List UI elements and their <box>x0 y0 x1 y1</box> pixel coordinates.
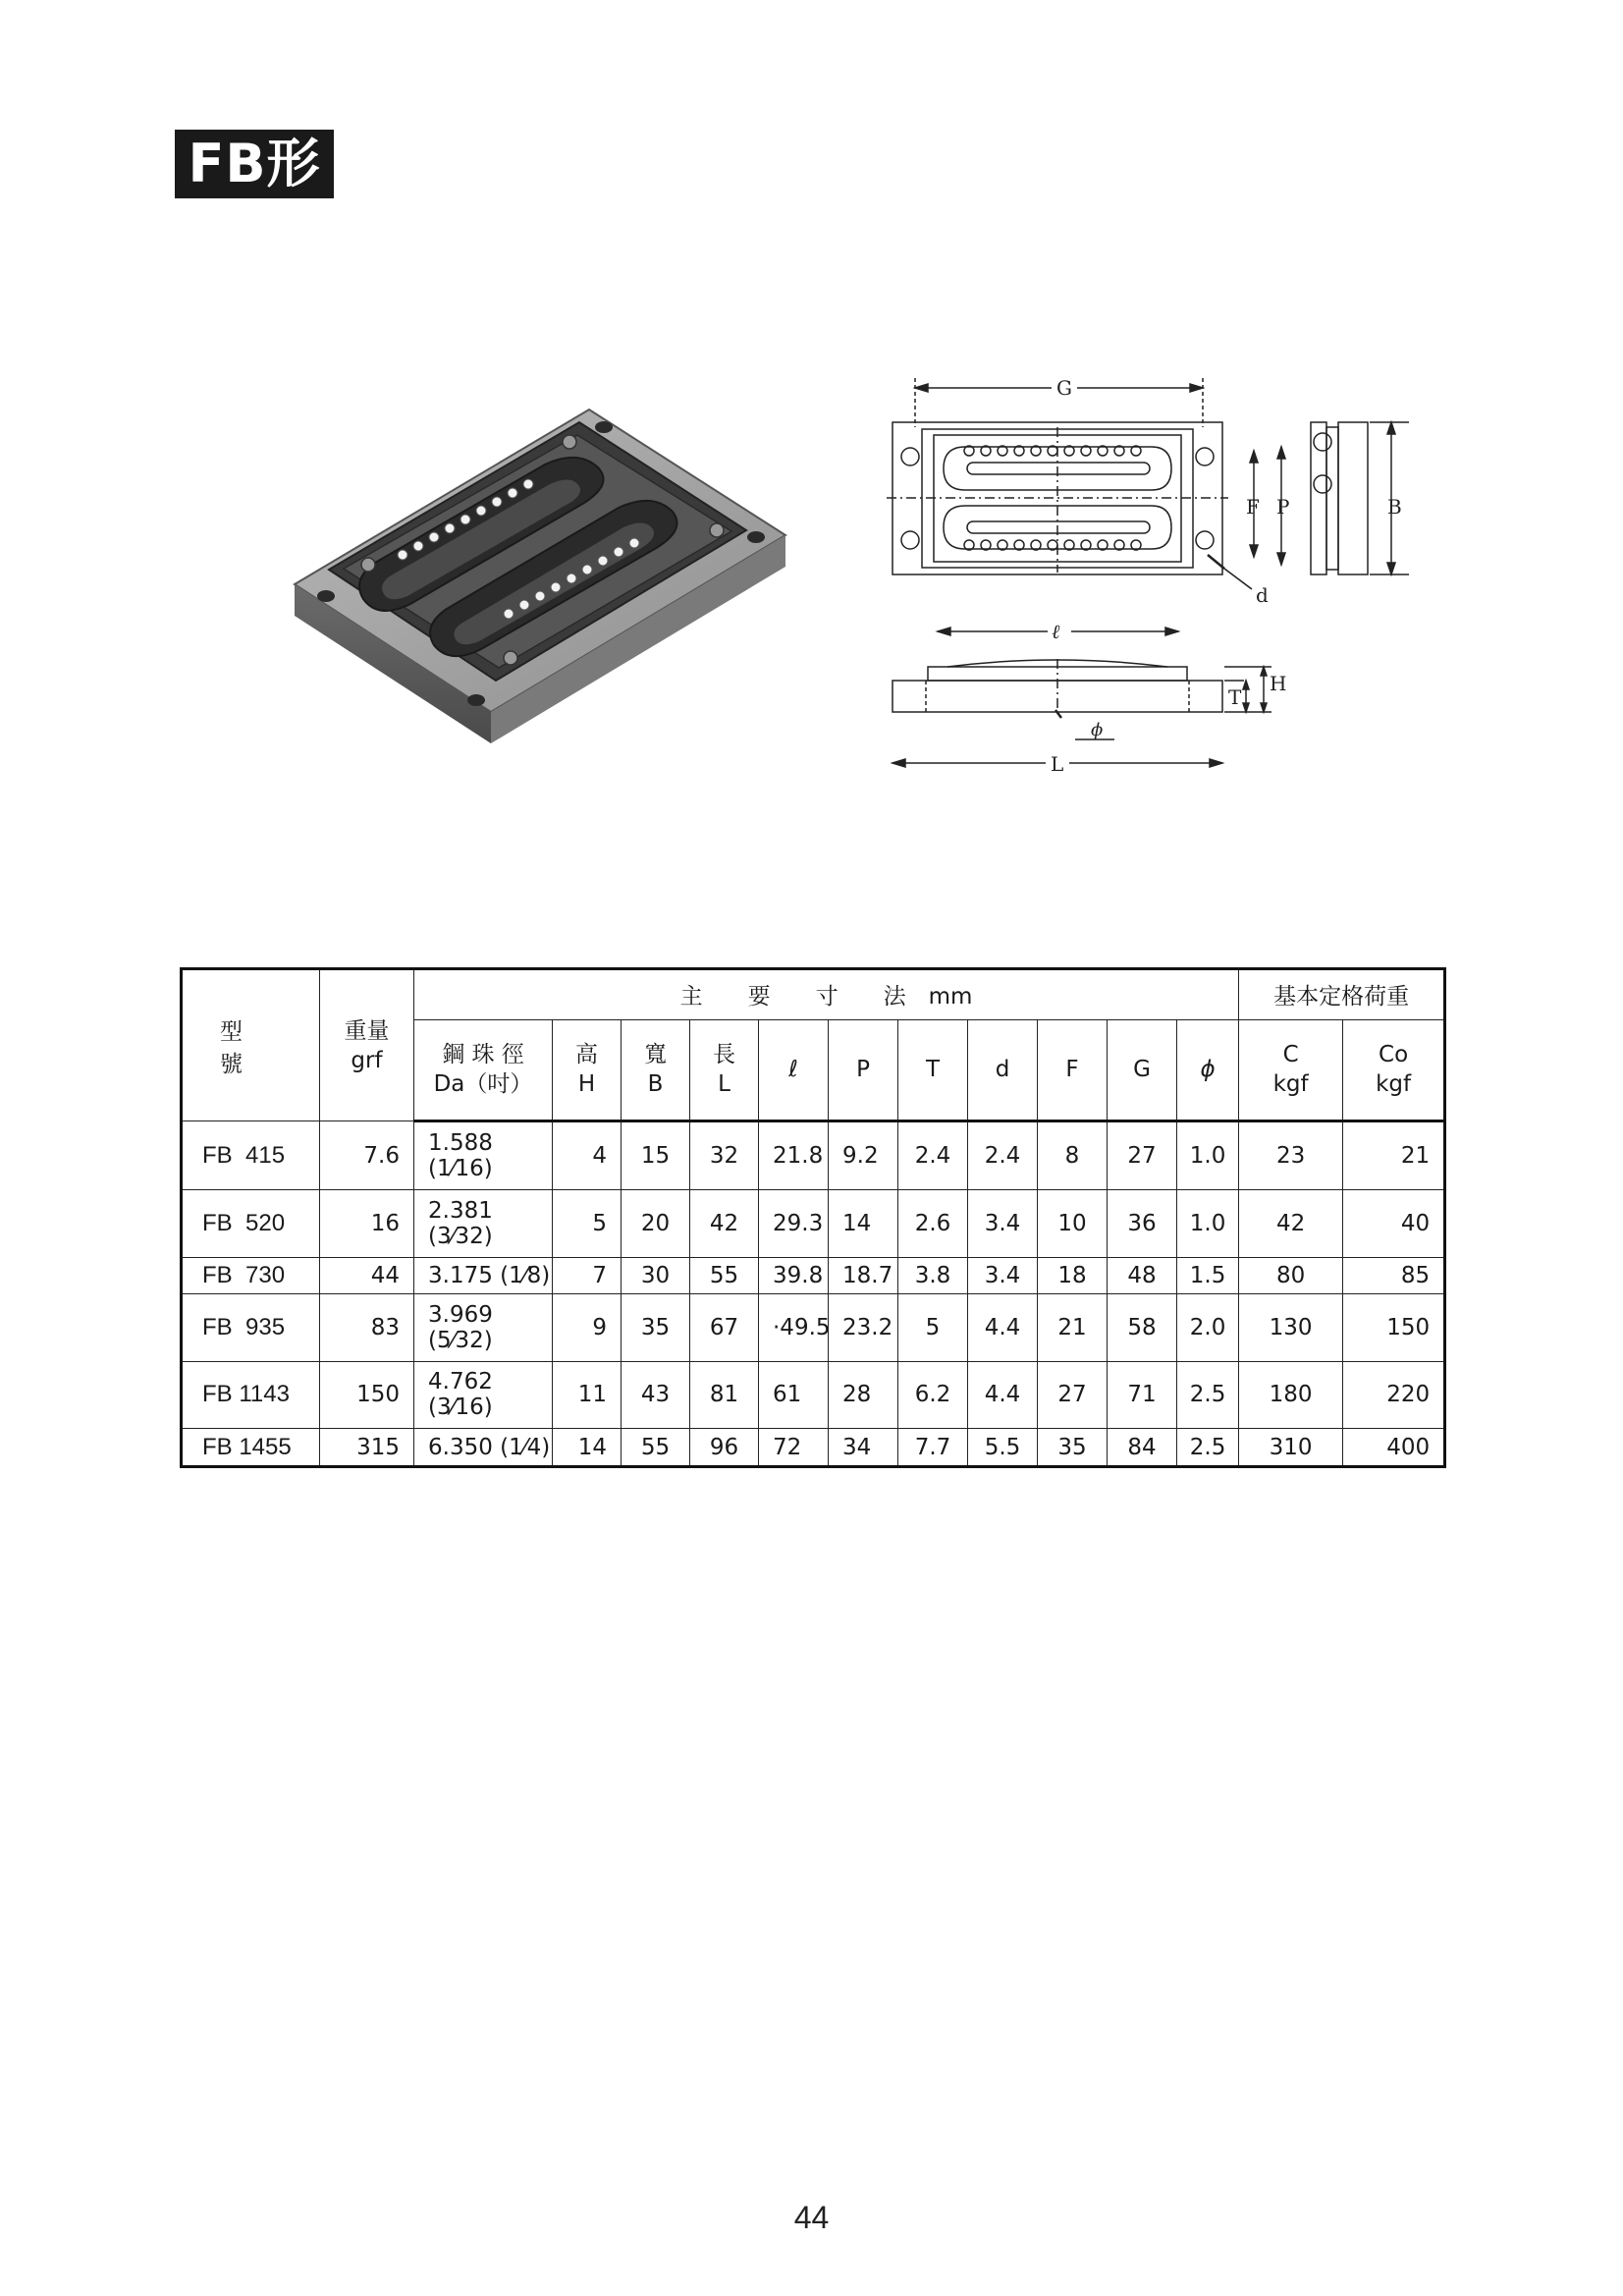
cell-b: 43 <box>622 1361 690 1429</box>
cell-c: 130 <box>1239 1294 1343 1362</box>
cell-phi: 1.0 <box>1177 1121 1239 1190</box>
g-header: G <box>1108 1019 1177 1121</box>
label-l: ℓ <box>1052 620 1060 643</box>
cell-d: 4.4 <box>968 1294 1038 1362</box>
cell-phi: 2.5 <box>1177 1429 1239 1467</box>
width-header: 寬 B <box>622 1019 690 1121</box>
cell-d: 2.4 <box>968 1121 1038 1190</box>
cell-l: 21.8 <box>759 1121 829 1190</box>
cell-c: 42 <box>1239 1190 1343 1258</box>
label-T: T <box>1228 685 1242 709</box>
cell-h: 11 <box>553 1361 622 1429</box>
cell-f: 21 <box>1038 1294 1108 1362</box>
cell-g: 27 <box>1108 1121 1177 1190</box>
table-row <box>182 1190 1445 1258</box>
technical-drawing <box>879 368 1429 791</box>
cell-f: 27 <box>1038 1361 1108 1429</box>
cell-co: 150 <box>1343 1294 1445 1362</box>
cell-model: FB 1143 <box>182 1361 320 1429</box>
page-number: 44 <box>793 2200 830 2235</box>
cell-model: FB 520 <box>182 1190 320 1258</box>
cell-l: 32 <box>690 1121 759 1190</box>
cell-b: 55 <box>622 1429 690 1467</box>
cell-weight: 150 <box>320 1361 414 1429</box>
cell-d: 3.4 <box>968 1257 1038 1294</box>
cell-l: 72 <box>759 1429 829 1467</box>
cell-co: 220 <box>1343 1361 1445 1429</box>
cell-ball: 3.969 (5⁄32) <box>414 1294 553 1362</box>
cell-l: 29.3 <box>759 1190 829 1258</box>
cell-h: 5 <box>553 1190 622 1258</box>
cell-model: FB 935 <box>182 1294 320 1362</box>
cell-p: 34 <box>829 1429 898 1467</box>
cell-weight: 83 <box>320 1294 414 1362</box>
cell-f: 8 <box>1038 1121 1108 1190</box>
cell-h: 9 <box>553 1294 622 1362</box>
cell-t: 2.6 <box>898 1190 968 1258</box>
table-row <box>182 1257 1445 1294</box>
cell-h: 14 <box>553 1429 622 1467</box>
cell-p: 14 <box>829 1190 898 1258</box>
cell-b: 20 <box>622 1190 690 1258</box>
weight-header: 重量 grf <box>320 969 414 1121</box>
table-row <box>182 1121 1445 1190</box>
label-phi: ϕ <box>1091 720 1104 740</box>
cell-co: 400 <box>1343 1429 1445 1467</box>
cell-p: 23.2 <box>829 1294 898 1362</box>
cell-h: 7 <box>553 1257 622 1294</box>
cell-co: 85 <box>1343 1257 1445 1294</box>
cell-g: 48 <box>1108 1257 1177 1294</box>
table-row <box>182 1361 1445 1429</box>
table-row <box>182 1294 1445 1362</box>
label-H: H <box>1270 672 1287 695</box>
cell-l: 67 <box>690 1294 759 1362</box>
cell-t: 5 <box>898 1294 968 1362</box>
cell-d: 3.4 <box>968 1190 1038 1258</box>
cell-t: 6.2 <box>898 1361 968 1429</box>
cell-c: 180 <box>1239 1361 1343 1429</box>
cell-f: 10 <box>1038 1190 1108 1258</box>
cell-f: 18 <box>1038 1257 1108 1294</box>
label-d: d <box>1256 583 1269 607</box>
table-row <box>182 1429 1445 1467</box>
dimensions-group-header: 主 要 寸 法 mm <box>414 969 1239 1020</box>
cell-l: 61 <box>759 1361 829 1429</box>
cell-g: 71 <box>1108 1361 1177 1429</box>
cell-t: 2.4 <box>898 1121 968 1190</box>
cell-l: 42 <box>690 1190 759 1258</box>
cell-phi: 1.5 <box>1177 1257 1239 1294</box>
height-header: 高 H <box>553 1019 622 1121</box>
cell-g: 84 <box>1108 1429 1177 1467</box>
cell-p: 18.7 <box>829 1257 898 1294</box>
cell-phi: 2.5 <box>1177 1361 1239 1429</box>
ball-diameter-header: 鋼 珠 徑 Da（吋） <box>414 1019 553 1121</box>
p-header: P <box>829 1019 898 1121</box>
cell-phi: 2.0 <box>1177 1294 1239 1362</box>
cell-c: 23 <box>1239 1121 1343 1190</box>
cell-co: 21 <box>1343 1121 1445 1190</box>
f-header: F <box>1038 1019 1108 1121</box>
cell-c: 80 <box>1239 1257 1343 1294</box>
cell-g: 36 <box>1108 1190 1177 1258</box>
t-header: T <box>898 1019 968 1121</box>
cell-model: FB 730 <box>182 1257 320 1294</box>
cell-l: 81 <box>690 1361 759 1429</box>
cell-p: 9.2 <box>829 1121 898 1190</box>
cell-l: 39.8 <box>759 1257 829 1294</box>
cell-c: 310 <box>1239 1429 1343 1467</box>
cell-b: 30 <box>622 1257 690 1294</box>
cell-model: FB 1455 <box>182 1429 320 1467</box>
cell-t: 3.8 <box>898 1257 968 1294</box>
cell-l: 55 <box>690 1257 759 1294</box>
cell-phi: 1.0 <box>1177 1190 1239 1258</box>
cell-model: FB 415 <box>182 1121 320 1190</box>
cell-f: 35 <box>1038 1429 1108 1467</box>
l-header: ℓ <box>759 1019 829 1121</box>
co-header: Co kgf <box>1343 1019 1445 1121</box>
spec-table <box>180 967 1446 1468</box>
d-header: d <box>968 1019 1038 1121</box>
cell-ball: 4.762 (3⁄16) <box>414 1361 553 1429</box>
product-photo <box>285 388 795 761</box>
cell-ball: 1.588 (1⁄16) <box>414 1121 553 1190</box>
cell-d: 4.4 <box>968 1361 1038 1429</box>
cell-weight: 44 <box>320 1257 414 1294</box>
cell-l: 96 <box>690 1429 759 1467</box>
cell-h: 4 <box>553 1121 622 1190</box>
cell-ball: 2.381 (3⁄32) <box>414 1190 553 1258</box>
cell-b: 15 <box>622 1121 690 1190</box>
cell-t: 7.7 <box>898 1429 968 1467</box>
cell-ball: 3.175 (1⁄8) <box>414 1257 553 1294</box>
cell-weight: 16 <box>320 1190 414 1258</box>
label-B: B <box>1387 495 1402 519</box>
model-header: 型 號 <box>182 969 320 1121</box>
cell-l: ·49.5 <box>759 1294 829 1362</box>
label-F: F <box>1246 495 1260 519</box>
cell-g: 58 <box>1108 1294 1177 1362</box>
cell-p: 28 <box>829 1361 898 1429</box>
cell-ball: 6.350 (1⁄4) <box>414 1429 553 1467</box>
cell-d: 5.5 <box>968 1429 1038 1467</box>
label-L: L <box>1051 752 1064 776</box>
cell-b: 35 <box>622 1294 690 1362</box>
label-G: G <box>1056 376 1072 400</box>
load-rating-group-header: 基本定格荷重 <box>1239 969 1445 1020</box>
length-header: 長 L <box>690 1019 759 1121</box>
phi-header: ϕ <box>1177 1019 1239 1121</box>
cell-co: 40 <box>1343 1190 1445 1258</box>
cell-weight: 315 <box>320 1429 414 1467</box>
cell-weight: 7.6 <box>320 1121 414 1190</box>
page-title: FB形 <box>175 130 334 198</box>
label-P: P <box>1276 495 1290 519</box>
c-header: C kgf <box>1239 1019 1343 1121</box>
